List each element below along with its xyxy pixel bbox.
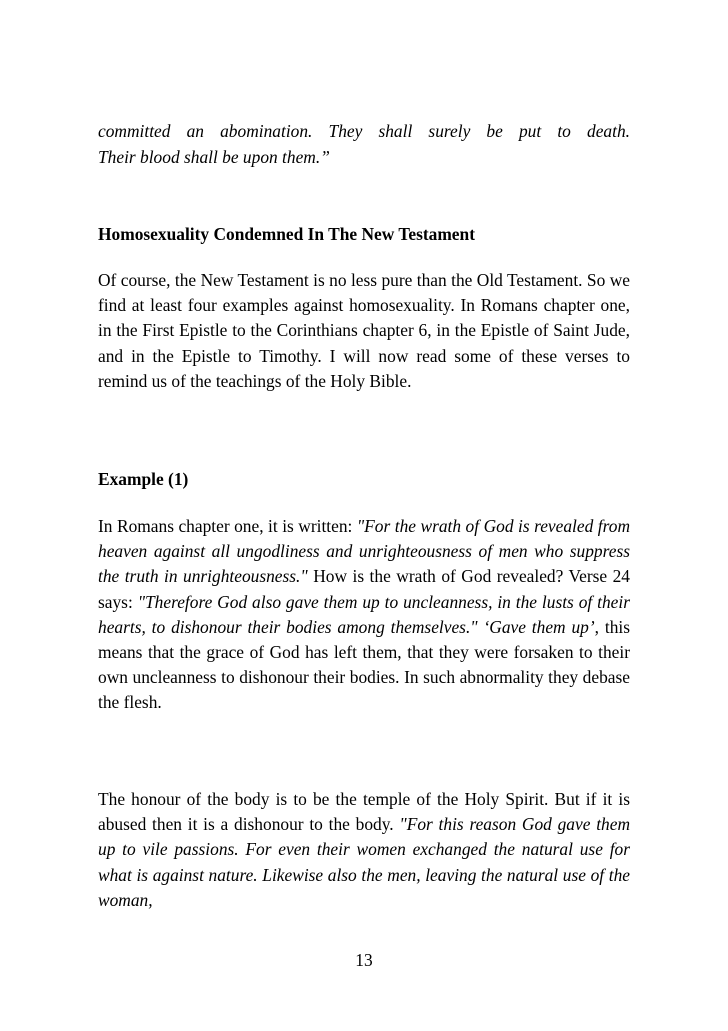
continued-quote-line-1: committed an abomination. They shall surely be put to death.	[98, 121, 630, 141]
example-heading: Example (1)	[98, 469, 189, 489]
paragraph-honour	[98, 787, 630, 913]
paragraph-intro: Of course, the New Testament is no less pure than the Old Testament. So we find at least four examples against homosexuality. In Romans chapter one, in the First Epistle to the Corinthians chapter 6, in the Epistle of Saint Jude, and in the Epistle to Timothy. I will now read some of these verses to remind us of the teachings of the Holy Bible.	[98, 270, 630, 391]
romans-quote-wrath: "For the wrath of God is revealed from heaven against all ungodliness and unrighteousness of men who suppress the truth in unrighteousness."	[98, 516, 630, 587]
romans-lead: In Romans chapter one, it is written:	[98, 516, 357, 536]
romans-quote-verse-24: "Therefore God also gave them up to uncleanness, in the lusts of their hearts, to dishonour their bodies among themselves."	[98, 591, 630, 637]
romans-explanation: , this means that the grace of God has left them, that they were forsaken to their own uncleanness to dishonour their bodies. In such abnormality they debase the flesh.	[98, 616, 630, 713]
section-heading: Homosexuality Condemned In The New Testament	[98, 224, 475, 244]
continued-quote-line-2: Their blood shall be upon them.”	[98, 147, 330, 167]
paragraph-romans	[98, 514, 630, 716]
honour-quote: "For this reason God gave them up to vile passions. For even their women exchanged the natural use for what is against nature. Likewise also the men, leaving the natural use of the woman,	[98, 814, 631, 910]
honour-lead: The honour of the body is to be the temple of the Holy Spirit. But if it is abused then it is a dishonour to the body.	[98, 789, 630, 835]
romans-quote-gave-them-up: ‘Gave them up’	[483, 616, 595, 637]
romans-question: How is the wrath of God revealed? Verse 24 says:	[98, 566, 630, 612]
page-number: 13	[355, 950, 373, 970]
